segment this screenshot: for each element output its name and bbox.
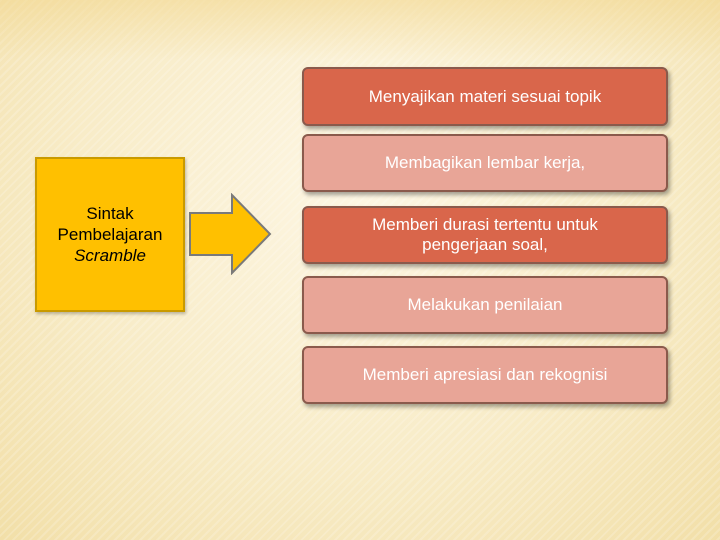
source-label-line3: Scramble [74, 246, 146, 265]
source-label-line2: Pembelajaran [57, 225, 163, 244]
step-label-2: Membagikan lembar kerja, [384, 153, 586, 172]
background-band [0, 0, 720, 60]
step-label-1: Menyajikan materi sesuai topik [368, 86, 602, 106]
source-label-line1: Sintak [86, 204, 134, 223]
step-box-5 [302, 346, 668, 404]
step-box-3 [302, 206, 668, 264]
step-label-4: Melakukan penilaian [407, 295, 563, 314]
source-box [35, 157, 185, 312]
step-box-2 [302, 134, 668, 192]
step-box-1 [302, 67, 668, 126]
right-arrow-icon [188, 193, 272, 275]
step-box-4 [302, 276, 668, 334]
step-label-5: Memberi apresiasi dan rekognisi [362, 365, 608, 384]
step-label-3: Memberi durasi tertentu untuk pengerjaan soal, [372, 215, 598, 254]
